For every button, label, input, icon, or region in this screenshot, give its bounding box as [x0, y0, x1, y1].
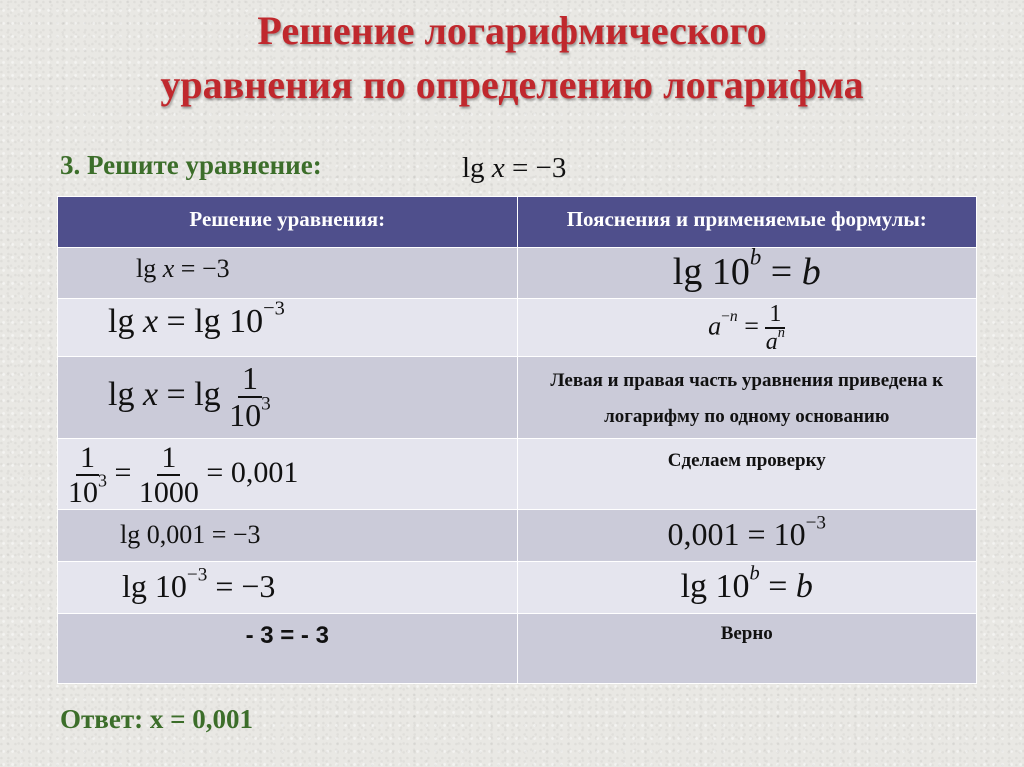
formula-log-power-2: $\lg 10^b = b$ — [680, 562, 813, 605]
step-1-formula: lg x = −3 — [136, 254, 230, 283]
table-row — [58, 613, 977, 683]
step-4-formula: $\frac{1}{10^3}$ = $\frac{1}{1000}$ = 0,001 — [68, 440, 299, 509]
step-3-formula: lg x = lg $\frac{1}{10^3}$ — [108, 359, 271, 433]
task-label: 3. Решите уравнение: — [60, 150, 322, 180]
header-explanation: Пояснения и применяемые формулы: — [517, 197, 977, 248]
step-6-formula: $\lg 10^{-3} = -3$ — [122, 564, 276, 604]
solution-table — [57, 196, 977, 684]
explanation-correct: Верно — [720, 622, 773, 644]
title-line-1: Решение логарифмического — [257, 8, 767, 53]
slide-title — [0, 4, 1024, 112]
table-row — [58, 438, 977, 509]
explanation-same-base: Левая и правая часть уравнения приведена к логарифму по одному основанию — [550, 369, 944, 427]
table-row — [58, 356, 977, 438]
title-line-2: уравнения по определению логарифма — [160, 62, 864, 107]
step-2-formula: $\lg x = \lg 10^{-3}$ — [108, 297, 285, 340]
explanation-check: Сделаем проверку — [667, 449, 826, 471]
table-row — [58, 248, 977, 299]
header-solution: Решение уравнения: — [58, 197, 518, 248]
step-7-result: - 3 = - 3 — [245, 621, 329, 649]
formula-negative-power: $a^{-n}$ = $\frac{1}{a^n}$ — [708, 301, 785, 356]
table-row — [58, 509, 977, 561]
answer-text: Ответ: x = 0,001 — [60, 704, 253, 734]
table-row — [58, 299, 977, 357]
formula-check-power: $0,001 = 10^{-3}$ — [667, 512, 826, 552]
step-5-formula: lg 0,001 = −3 — [120, 519, 261, 549]
task-equation: lg x = −3 — [462, 152, 567, 184]
formula-log-power: $\lg 10^b = b$ — [672, 244, 821, 293]
table-row — [58, 561, 977, 613]
